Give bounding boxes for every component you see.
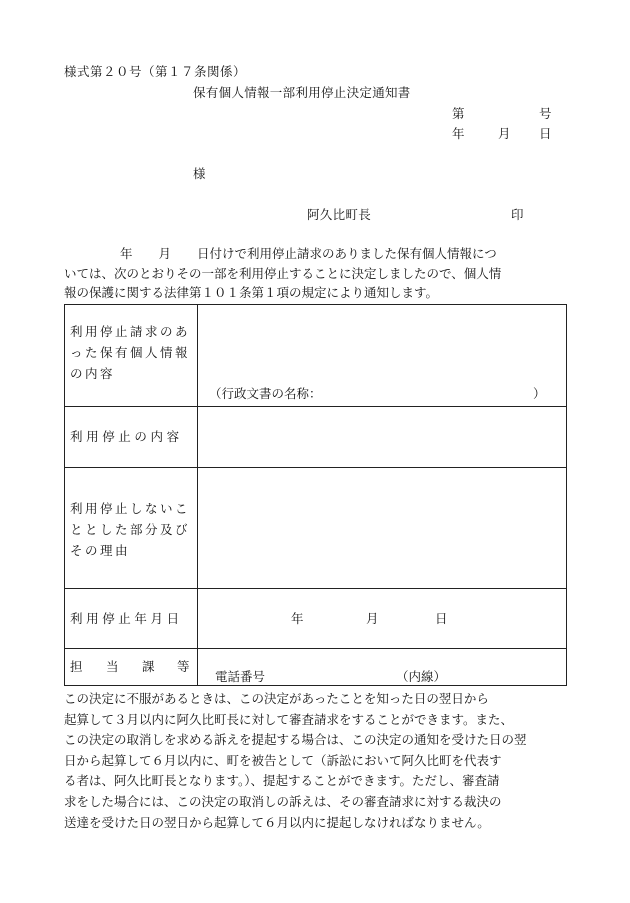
notice-line-6: 求をした場合には、この決定の取消しの訴えは、その審査請求に対する裁決の [64,793,502,809]
notice-line-3: この決定の取消しを求める訴えを提起する場合は、この決定の通知を受けた日の翌 [64,732,527,748]
table-row-non-suspended [65,467,566,588]
notice-line-5: る者は、阿久比町長となります。）、提起することができます。ただし、審査請 [64,773,500,789]
intro-month: 月 [158,246,172,261]
issue-date-day: 日 [539,126,552,141]
suspension-date-day: 日 [435,611,448,626]
document-number-suffix: 号 [539,106,552,121]
table-row-suspension-content [65,406,566,467]
decision-table [64,304,567,686]
intro-line-1 [64,244,564,264]
seal-mark: 印 [511,207,524,222]
suspension-date-month: 月 [366,611,379,626]
non-suspended-label: 利用停止しないこ ととした部分及び その理由 [70,501,191,558]
department-label-1: 担 [70,659,83,674]
document-name-open: （行政文書の名称： [209,386,322,401]
form-number: 様式第２０号（第１７条関係） [64,64,247,79]
table-row-suspension-date [65,588,566,648]
department-label-2: 当 [106,659,119,674]
notice-line-4: 日から起算して６月以内に、町を被告として（訴訟において阿久比町を代表す [64,752,502,768]
extension-label: （内線） [396,669,447,684]
intro-line-2: いては、次のとおりその一部を利用停止することに決定しましたので、個人情 [64,265,502,281]
department-label-3: 課 [142,659,155,674]
document-title: 保有個人情報一部利用停止決定通知書 [193,85,411,100]
notice-line-2: 起算して３月以内に阿久比町長に対して審査請求をすることができます。また、 [64,711,514,727]
table-row-department [65,648,566,686]
issue-date-month: 月 [498,126,511,141]
appeal-notice [64,689,569,833]
intro-line-1-text: 日付けで利用停止請求のありました保有個人情報につ [197,246,497,261]
intro-year: 年 [120,246,133,261]
suspension-date-label: 利用停止年月日 [70,611,183,626]
notice-line-1: この決定に不服があるときは、この決定があったことを知った日の翌日から [64,691,489,706]
requested-info-label: 利用停止請求のあ った保有個人情報 の内容 [70,324,191,381]
issue-date-year: 年 [452,126,465,141]
table-row-requested-info [65,305,566,406]
phone-number-label: 電話番号 [215,669,266,684]
notice-line-7: 送達を受けた日の翌日から起算して６月以内に提起しなければなりません。 [64,814,490,830]
sender-name: 阿久比町長 [307,207,372,222]
document-name-close: ） [533,386,546,401]
department-label-4: 等 [177,659,190,674]
suspension-content-label: 利用停止の内容 [70,429,183,444]
intro-line-3: 報の保護に関する法律第１０１条第１項の規定により通知します。 [64,285,439,300]
suspension-date-year: 年 [291,611,304,626]
intro-paragraph [64,244,564,303]
document-number-prefix: 第 [452,106,465,121]
addressee-suffix: 様 [193,166,206,181]
